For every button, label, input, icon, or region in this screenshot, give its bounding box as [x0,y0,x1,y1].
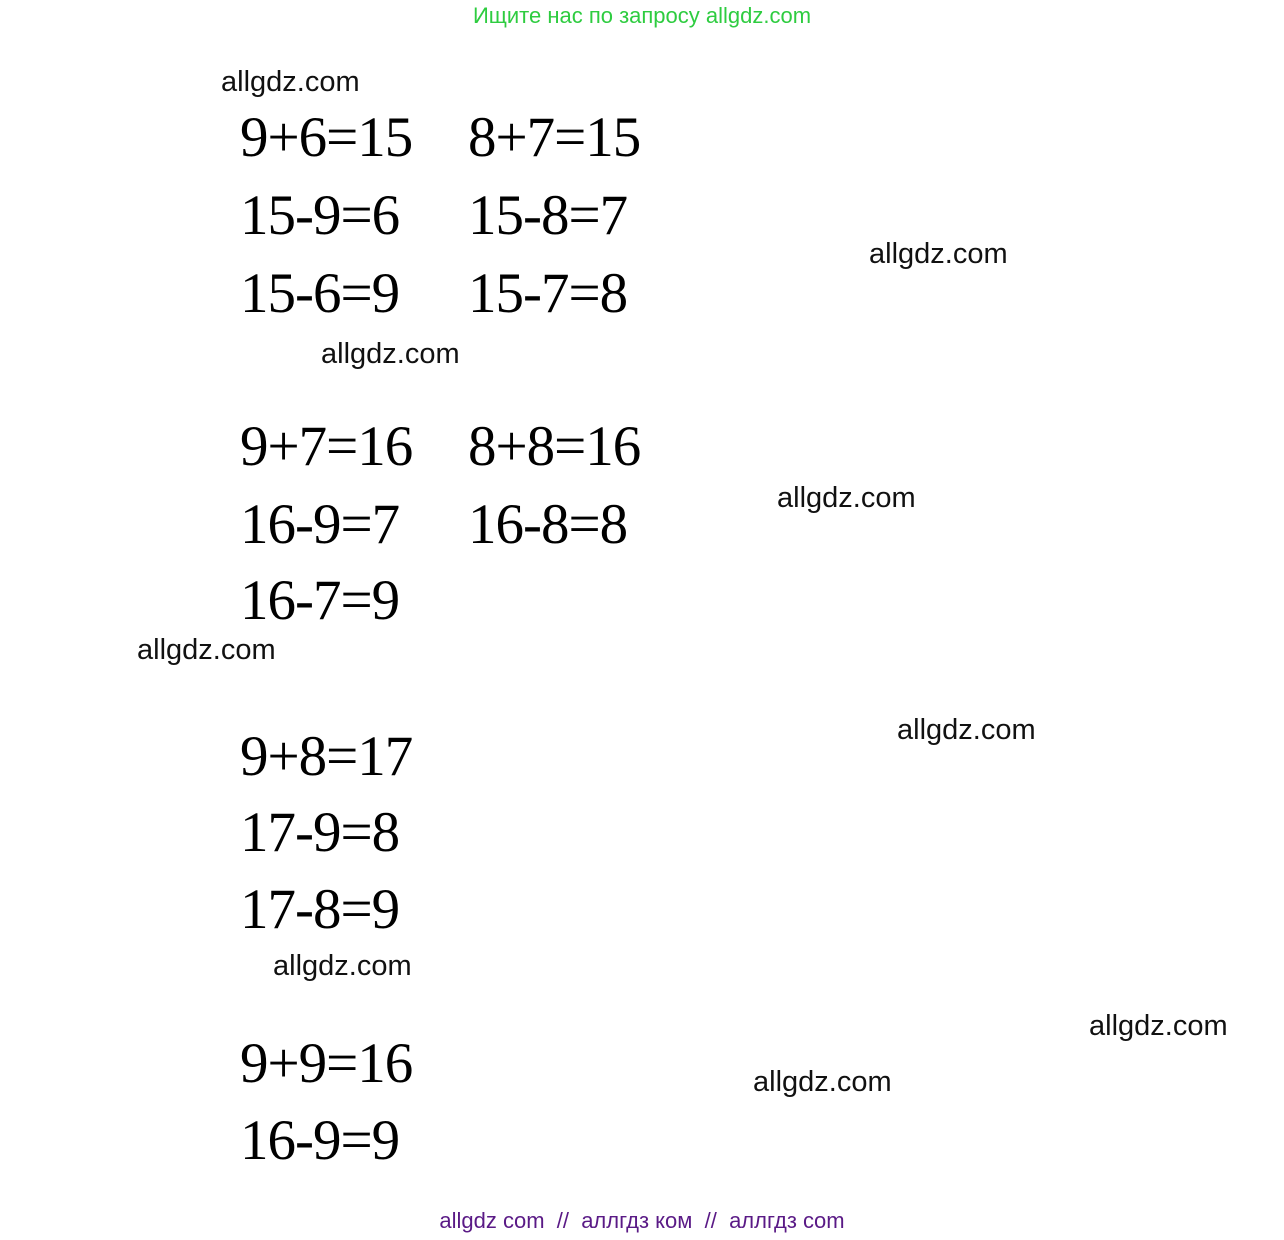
equation: 8+7=15 [468,106,641,169]
equation: 15-8=7 [468,184,628,247]
watermark: allgdz.com [221,66,360,98]
equation: 9+9=16 [240,1032,413,1095]
equation: 15-6=9 [240,262,400,325]
watermark: allgdz.com [273,950,412,982]
equation: 8+8=16 [468,415,641,478]
equation: 16-8=8 [468,493,628,556]
equation: 16-7=9 [240,569,400,632]
footer-links[interactable]: allgdz com // аллгдз ком // аллгдз com [439,1208,845,1233]
equation: 17-9=8 [240,801,400,864]
watermark: allgdz.com [777,482,916,514]
equation: 17-8=9 [240,878,400,941]
watermark: allgdz.com [869,238,1008,270]
equation: 9+8=17 [240,725,413,788]
watermark: allgdz.com [321,338,460,370]
equation: 15-7=8 [468,262,628,325]
watermark: allgdz.com [1089,1010,1228,1042]
equation: 15-9=6 [240,184,400,247]
equation: 16-9=9 [240,1109,400,1172]
watermark: allgdz.com [753,1066,892,1098]
equation: 9+6=15 [240,106,413,169]
watermark: allgdz.com [897,714,1036,746]
watermark: allgdz.com [137,634,276,666]
header-banner: Ищите нас по запросу allgdz.com [472,3,812,28]
equation: 9+7=16 [240,415,413,478]
equation: 16-9=7 [240,493,400,556]
